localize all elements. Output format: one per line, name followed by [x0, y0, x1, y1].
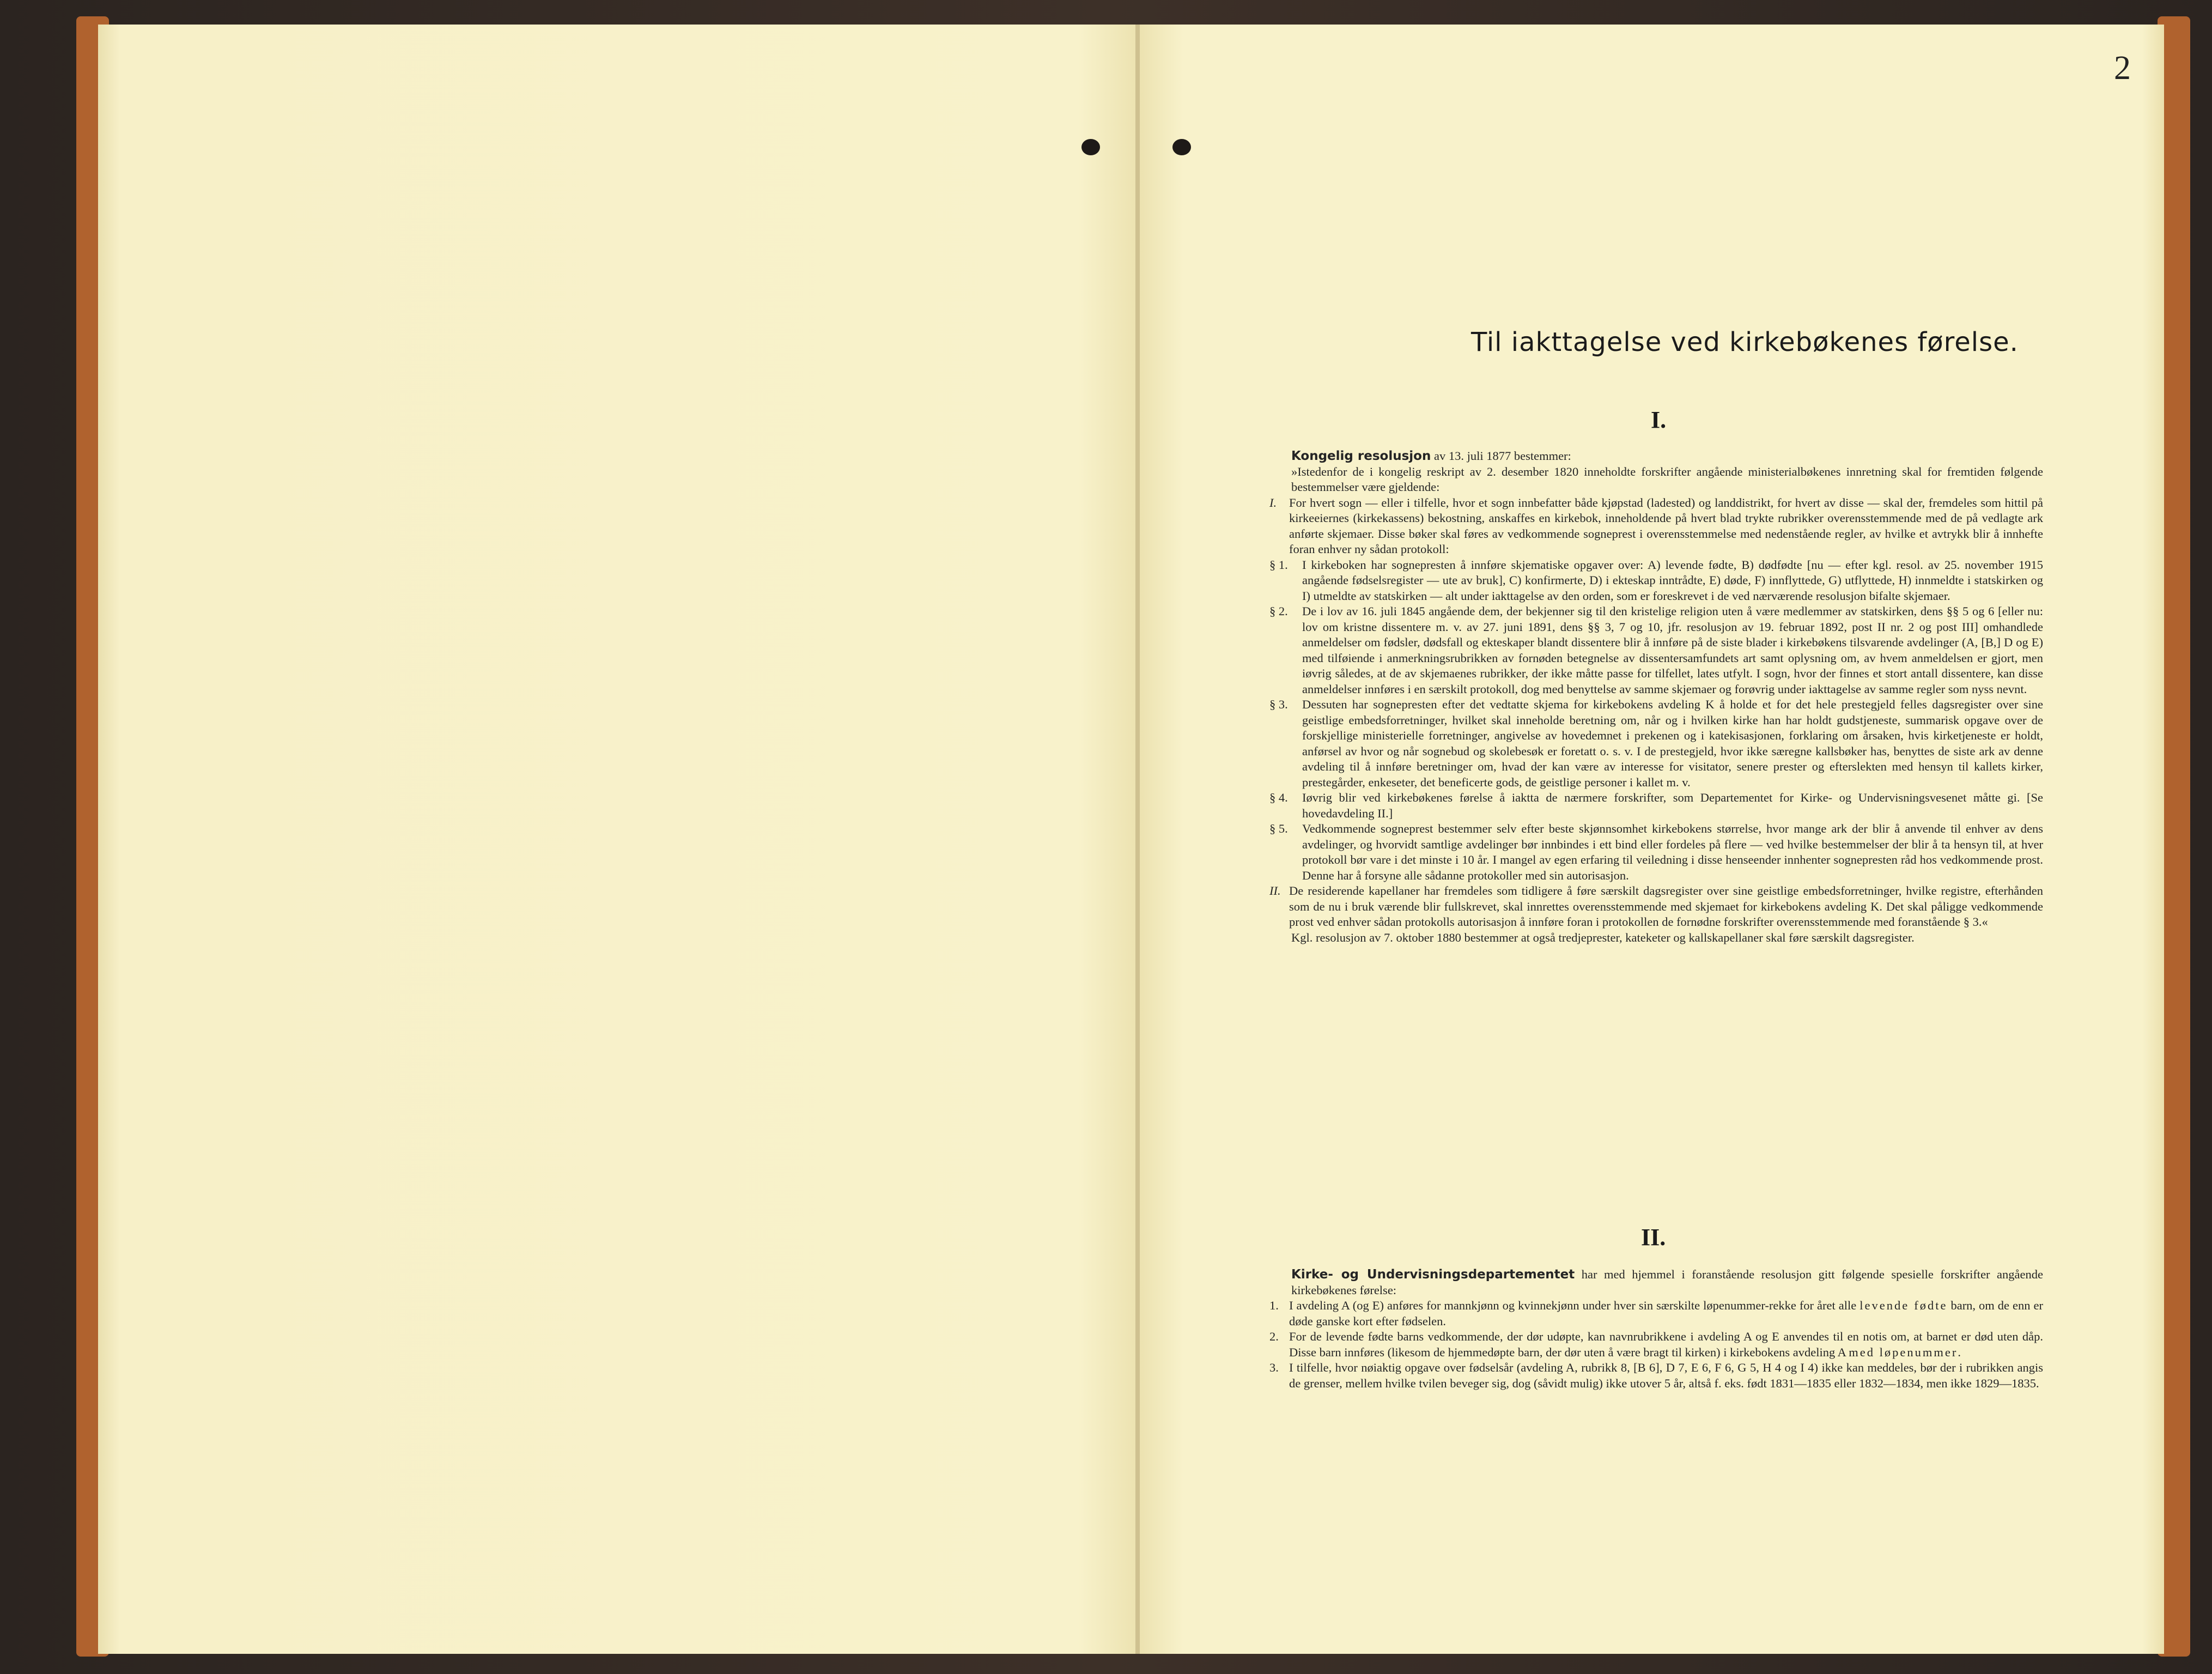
item-i — [1269, 495, 2043, 557]
rule-number: 1. — [1269, 1299, 1279, 1312]
resolution-intro: »Istedenfor de i kongelig reskript av 2. desember 1820 inneholdte forskrifter angående ministerialbøkenes innretning skal for fremtiden følgende bestemmelser være gjeldende: — [1291, 464, 2043, 494]
paragraph-number: § 3. — [1269, 698, 1288, 711]
section-2-text — [1269, 1267, 2043, 1391]
binding-hole — [1172, 139, 1191, 155]
rule-2 — [1269, 1329, 2043, 1360]
paragraph-text: Iøvrig blir ved kirkebøkenes førelse å iaktta de nærmere forskrifter, som Departementet for Kirke- og Undervisningsvesenet måtte gi. [Se hovedavdeling II.] — [1302, 791, 2043, 820]
rule-number: 2. — [1269, 1330, 1279, 1343]
item-ii — [1269, 883, 2043, 930]
rule-text: I avdeling A (og E) anføres for mannkjønn og kvinnekjønn under hver sin særskilte løpenummer-rekke for året alle — [1289, 1299, 1860, 1312]
paragraph-5 — [1269, 821, 2043, 883]
paragraph-number: § 1. — [1269, 557, 1288, 572]
rule-text: . — [1958, 1345, 1961, 1359]
paragraph-number: § 2. — [1269, 604, 1288, 618]
paragraph-3 — [1269, 697, 2043, 790]
item-text: De residerende kapellaner har fremdeles som tidligere å føre særskilt dagsregister over sine geistlige embedsforretninger, hvilke registre, efterhånden som de nu i bruk værende blir fullskrevet, skal innrettes overensstemmende med skjemaet for kirkebokens avdeling K. Det skal påligge vedkommende prost ved enhver sådan protokolls autorisasjon å innføre foran i protokollen de fornødne forskrifter overensstemmende med foranstående § 3.« — [1289, 884, 2043, 929]
paragraph-text: I kirkeboken har sognepresten å innføre skjematiske opgaver over: A) levende fødte, B) dødfødte [nu — efter kgl. resol. av 25. november 1915 angående fødselsregister — ute av bruk], C) konfirmerte, D) i ekteskap inntrådte, E) døde, F) innflyttede, G) utflyttede, H) innmeldte i statskirken og I) utmeldte av statskirken — alt under iakttagelse av den orden, som er foreskrevet i de ved nærværende resolusjon bifalte skjemaer. — [1302, 557, 2043, 603]
section-1-text — [1269, 448, 2043, 945]
page-title: Til iakttagelse ved kirkebøkenes førelse. — [1471, 327, 2019, 357]
page-number: 2 — [2114, 50, 2131, 87]
rule-emphasis: med løpenummer — [1849, 1345, 1958, 1359]
item-number: I. — [1269, 495, 1277, 510]
paragraph-2 — [1269, 604, 2043, 697]
section-numeral: I. — [1651, 407, 1667, 433]
paragraph-4 — [1269, 790, 2043, 821]
closing-resolution: Kgl. resolusjon av 7. oktober 1880 bestemmer at også tredjeprester, kateketer og kallskapellaner skal føre særskilt dagsregister. — [1291, 930, 1915, 944]
section-numeral: II. — [1641, 1224, 1666, 1251]
rule-text: barn, om de enn er døde ganske kort efter fødselen. — [1289, 1299, 2044, 1328]
rule-emphasis: levende fødte — [1859, 1299, 1948, 1312]
resolution-heading: Kongelig resolusjon — [1291, 449, 1431, 463]
item-number: II. — [1269, 884, 1281, 897]
item-text: For hvert sogn — eller i tilfelle, hvor et sogn innbefatter både kjøpstad (ladested) og landdistrikt, for hvert av disse — skal der, fremdeles som hittil på kirkeeiernes (kirkekassens) bekostning, anskaffes en kirkebok, inneholdende på hvert blad trykte rubrikker overensstemmende med de på vedlagte ark anførte skjemaer. Disse bøker skal føres av vedkommende sogneprest i overensstemmelse med nedenstående regler, av hvilke et avtrykk blir å innhefte foran enhver ny sådan protokoll: — [1289, 495, 2043, 556]
rule-1 — [1269, 1298, 2043, 1329]
paragraph-number: § 4. — [1269, 791, 1288, 804]
paragraph-text: De i lov av 16. juli 1845 angående dem, der bekjenner sig til den kristelige religion uten å være medlemmer av statskirken, dens §§ 5 og 6 [eller nu: lov om kristne dissentere m. v. av 27. juni 1891, dens §§ 3, 7 og 10, jfr. resolusjon av 19. februar 1892, post II nr. 2 og post III] omhandlede anmeldelser om fødsler, dødsfall og ekteskaper blandt dissentere blir å innføre på de siste blader i kirkebøkens tilsvarende avdelinger (A, [B,] D og E) med tilføiende i anmerkningsrubrikken av fornøden betegnelse av dissentersamfundets art samt oplysning om, av hvem anmeldelsen er gjort, men iøvrig således, at de av skjemaenes rubrikker, der ikke måtte passe for tilfellet, lates utfylt. I sogn, hvor der finnes et stort antall dissentere, kan disse anmeldelser innføres i en særskilt protokoll, dog med benyttelse av samme skjemaer og forøvrig under iakttagelse av samme regler som nyss nevnt. — [1302, 604, 2043, 696]
paragraph-number: § 5. — [1269, 822, 1288, 835]
rule-3 — [1269, 1360, 2043, 1391]
rule-text: I tilfelle, hvor nøiaktig opgave over fødselsår (avdeling A, rubrikk 8, [B 6], D 7, E 6, F 6, G 5, H 4 og I 4) ikke kan meddeles, bør der i rubrikken angis de grenser, mellem hvilke tvilen beveger sig, dog (såvidt mulig) ikke utover 5 år, altså f. eks. født 1831—1835 eller 1832—1834, men ikke 1829—1835. — [1289, 1361, 2043, 1390]
department-intro: har med hjemmel i foranstående resolusjon gitt følgende spesielle forskrifter angående kirkebøkenes førelse: — [1291, 1267, 2043, 1297]
binding-hole — [1081, 139, 1100, 155]
rule-number: 3. — [1269, 1361, 1279, 1374]
department-heading: Kirke- og Undervisningsdepartementet — [1291, 1267, 1575, 1282]
paragraph-1 — [1269, 557, 2043, 604]
resolution-date: av 13. juli 1877 bestemmer: — [1431, 449, 1571, 463]
rule-text: For de levende fødte barns vedkommende, der dør udøpte, kan navnrubrikkene i avdeling A og E anvendes til en notis om, at barnet er død uten dåp. Disse barn innføres (likesom de hjemmedøpte barn, der dør uten å være bragt til kirken) i kirkebokens avdeling A — [1289, 1330, 2043, 1359]
left-page — [98, 25, 1138, 1654]
paragraph-text: Vedkommende sogneprest bestemmer selv efter beste skjønnsomhet kirkebokens størrelse, hvor mange ark der blir å anvende til enhver av dens avdelinger, og hvorvidt samtlige avdelinger bør innbindes i ett bind eller fordeles på flere — ved hvilke bestemmelser der blir å ta hensyn til, at hver protokoll bør vare i det minste i 10 år. I mangel av egen erfaring til veiledning i disse henseender innhenter sognepresten råd hos vedkommende prost. Denne har å forsyne alle sådanne protokoller med sin autorisasjon. — [1302, 822, 2043, 882]
paragraph-text: Dessuten har sognepresten efter det vedtatte skjema for kirkebokens avdeling K å holde et for det hele prestegjeld felles dagsregister over sine geistlige embedsforretninger, hvilket skal inneholde beretning om, når og i hvilken kirke han har holdt gudstjeneste, summarisk opgave over de forskjellige ministerielle forretninger, angivelse av hovedemnet i prekenen og i katekisasjonen, forklaring om årsaken, hvis kirketjeneste er holdt, anførsel av hvor og når sognebud og skolebesøk er foretatt o. s. v. I de prestegjeld, hvor ikke særegne kallsbøker has, benyttes de siste ark av denne avdeling til å innføre beretninger om, hvad der kan være av interesse for visitator, senere prester og efterslekten med hensyn til kallets kirker, prestegårder, enkeseter, det beneficerte gods, de geistlige personer i kallet m. v. — [1302, 698, 2043, 789]
